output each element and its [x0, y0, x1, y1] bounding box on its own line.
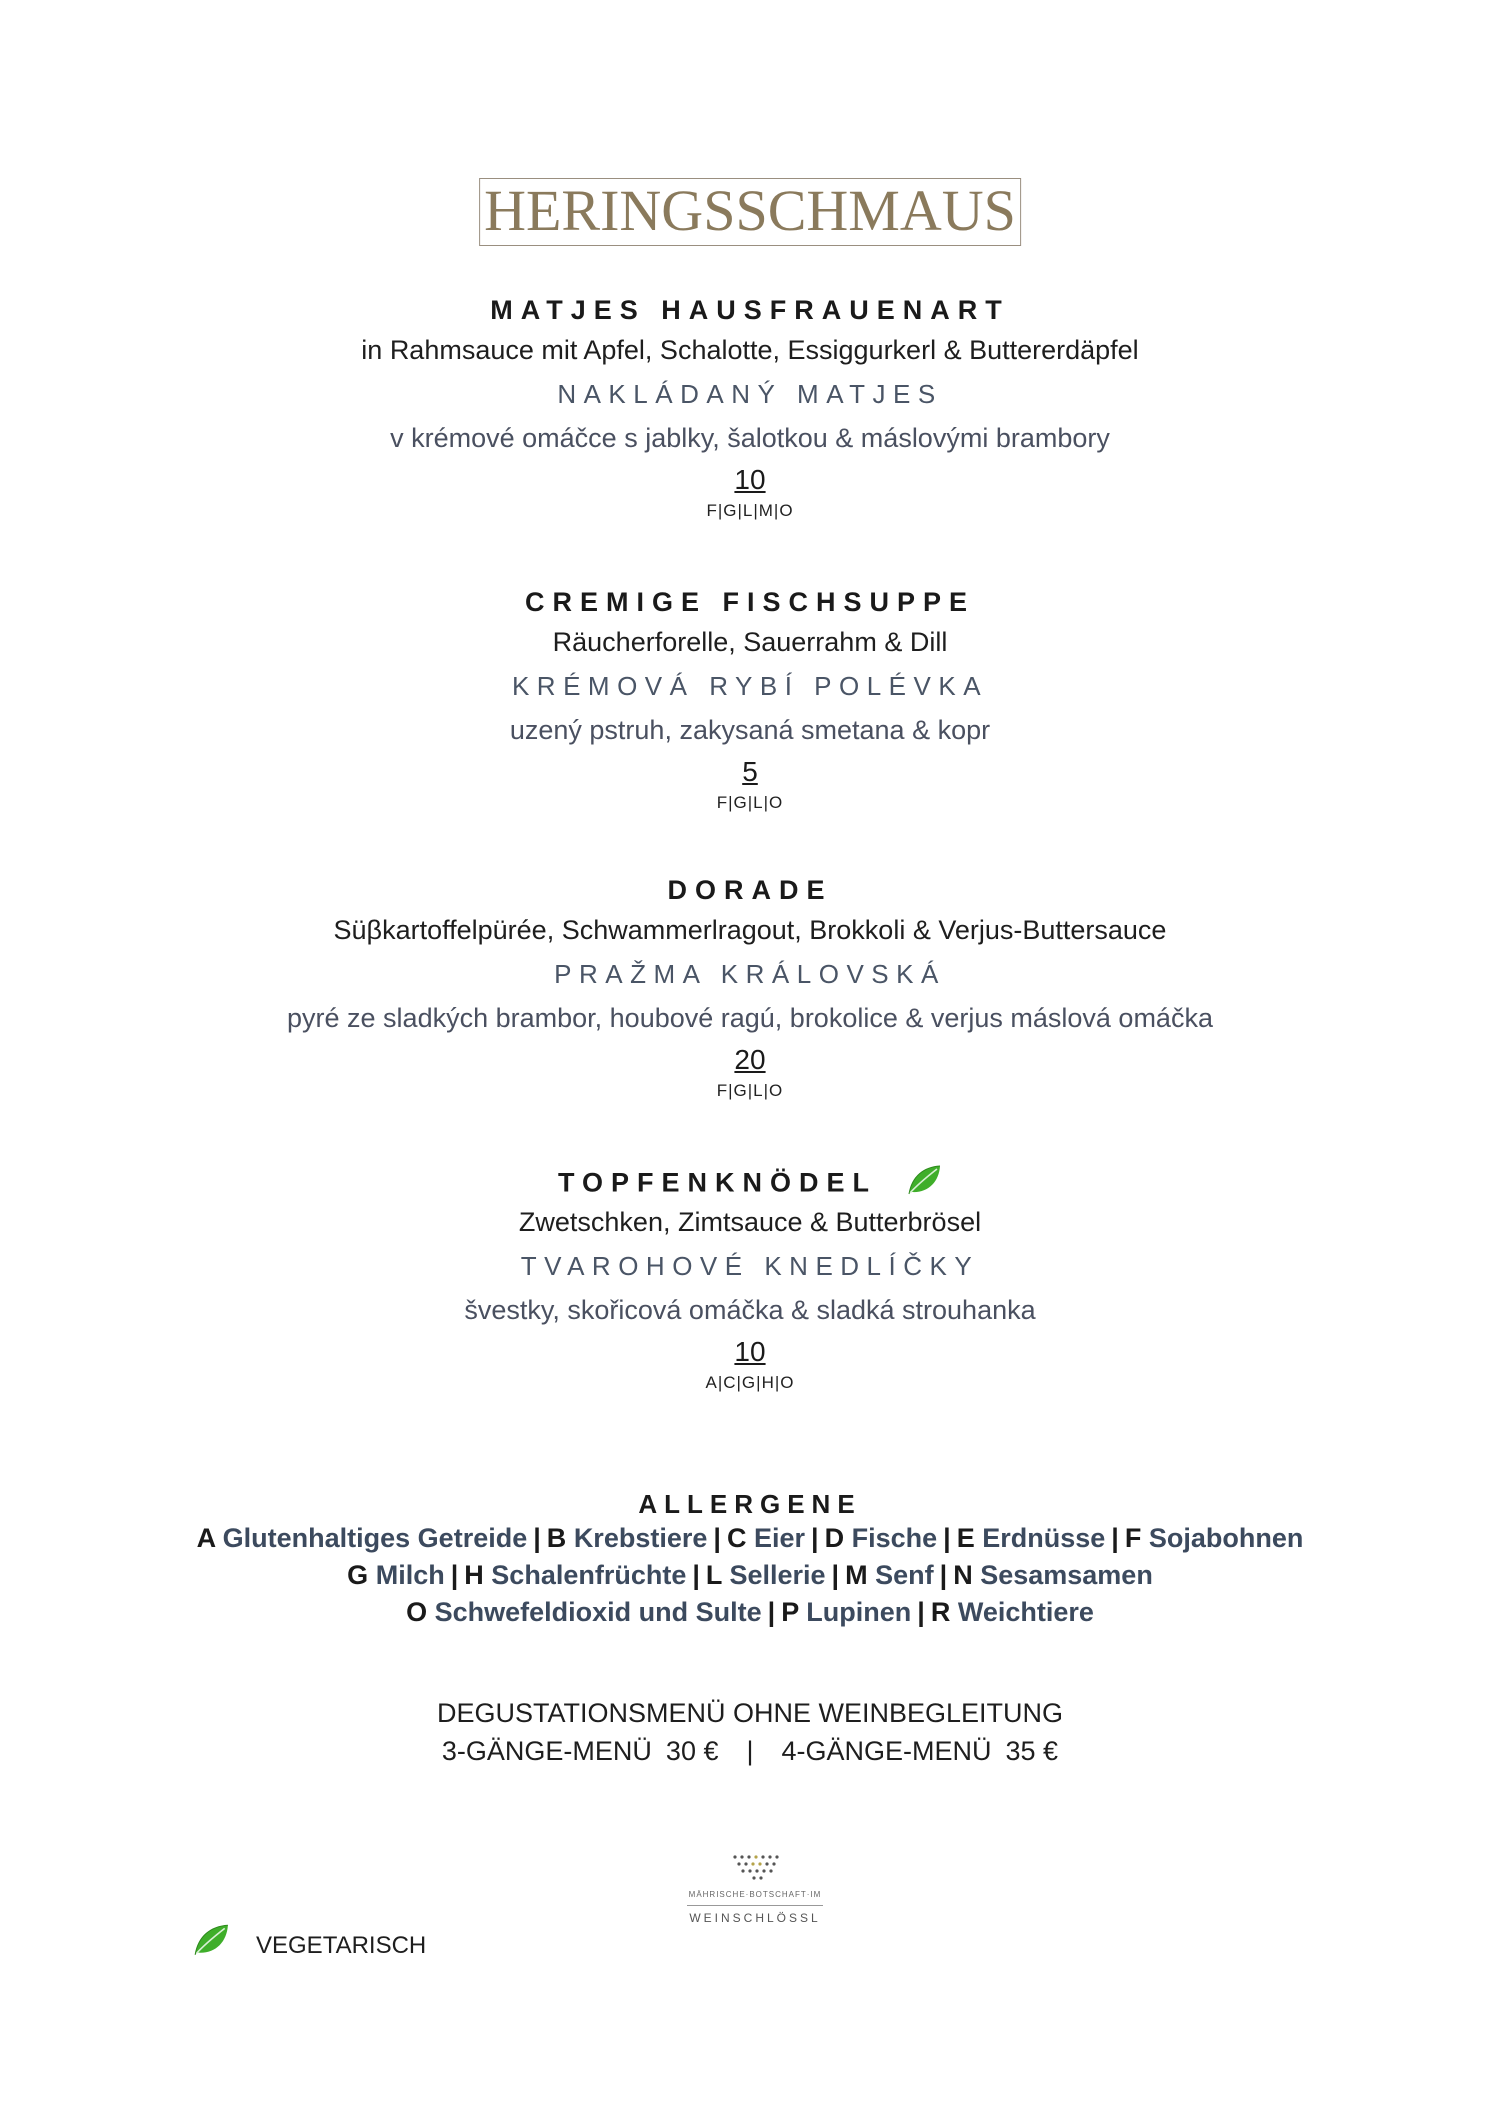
price-divider: |	[746, 1736, 754, 1766]
dish-name-de: TOPFENKNÖDEL	[557, 1167, 877, 1198]
allergen-code: C	[726, 1523, 747, 1553]
dish-name-cz: PRAŽMA KRÁLOVSKÁ	[554, 959, 946, 989]
dish-name-cz: TVAROHOVÉ KNEDLÍČKY	[520, 1251, 980, 1281]
logo-tagline: MÄHRISCHE·BOTSCHAFT·IM	[688, 1890, 822, 1899]
menu4-label: 4-GÄNGE-MENÜ	[781, 1736, 992, 1766]
allergen-code: R	[930, 1597, 951, 1627]
dish-name-row	[0, 1164, 1500, 1200]
allergen-code: M	[845, 1560, 868, 1590]
dish-name-de: MATJES HAUSFRAUENART	[490, 295, 1010, 325]
allergen-code: G	[347, 1560, 369, 1590]
dish-price: 10	[734, 1336, 766, 1367]
logo-divider	[687, 1905, 823, 1906]
dish-name-de: CREMIGE FISCHSUPPE	[524, 587, 976, 617]
dish-allergens: F|G|L|O	[716, 793, 784, 812]
dish-allergens: A|C|G|H|O	[705, 1373, 795, 1392]
allergen-code: O	[406, 1597, 428, 1627]
allergene-row: G Milch | H Schalenfrüchte | L Sellerie | M Senf | N Sesamsamen	[347, 1560, 1153, 1590]
allergene-row: A Glutenhaltiges Getreide | B Krebstiere | C Eier | D Fische | E Erdnüsse | F Sojabohnen	[196, 1523, 1304, 1553]
allergene-row: O Schwefeldioxid und Sulte | P Lupinen | R Weichtiere	[406, 1597, 1094, 1627]
degustation-section	[0, 1694, 1500, 1770]
dish-dorade	[0, 872, 1500, 1102]
allergen-label: Krebstiere	[573, 1523, 708, 1553]
dish-description-cz: v krémové omáčce s jablky, šalotkou & máslovými brambory	[390, 423, 1110, 453]
allergene-title: ALLERGENE	[638, 1489, 862, 1519]
dish-description-de: Süβkartoffelpürée, Schwammerlragout, Brokkoli & Verjus-Buttersauce	[333, 915, 1167, 945]
allergen-label: Sojabohnen	[1148, 1523, 1304, 1553]
dish-price: 5	[742, 756, 758, 787]
dish-name-de: DORADE	[667, 875, 833, 905]
dish-description-de: Räucherforelle, Sauerrahm & Dill	[552, 627, 948, 657]
allergene-section	[0, 1488, 1500, 1631]
dish-topfenknoedel	[0, 1164, 1500, 1394]
vegetarian-legend	[192, 1923, 426, 1963]
dish-description-cz: pyré ze sladkých brambor, houbové ragú, brokolice & verjus máslová omáčka	[287, 1003, 1213, 1033]
dish-price: 20	[734, 1044, 766, 1075]
allergen-label: Weichtiere	[957, 1597, 1094, 1627]
allergen-label: Senf	[875, 1560, 934, 1590]
allergen-code: F	[1124, 1523, 1142, 1553]
allergen-label: Schalenfrüchte	[491, 1560, 687, 1590]
dish-allergens: F|G|L|O	[716, 1081, 784, 1100]
dish-allergens: F|G|L|M|O	[706, 501, 794, 520]
dish-name-cz: KRÉMOVÁ RYBÍ POLÉVKA	[511, 671, 989, 701]
allergen-code: H	[464, 1560, 484, 1590]
dish-description-cz: uzený pstruh, zakysaná smetana & kopr	[509, 715, 991, 745]
allergen-code: B	[546, 1523, 567, 1553]
vegetarian-label: VEGETARISCH	[256, 1931, 427, 1959]
dish-price: 10	[734, 464, 766, 495]
allergen-code: E	[956, 1523, 975, 1553]
allergen-label: Schwefeldioxid und Sulte	[434, 1597, 762, 1627]
allergen-label: Sesamsamen	[980, 1560, 1153, 1590]
dish-fischsuppe	[0, 584, 1500, 814]
allergen-code: N	[953, 1560, 973, 1590]
logo-grapes-icon	[730, 1852, 780, 1884]
leaf-icon	[906, 1164, 942, 1205]
allergen-label: Lupinen	[806, 1597, 912, 1627]
logo-name: WEINSCHLÖSSL	[689, 1911, 821, 1925]
menu-title: HERINGSSCHMAUS	[479, 178, 1021, 246]
allergen-label: Fische	[851, 1523, 938, 1553]
dish-description-de: in Rahmsauce mit Apfel, Schalotte, Essiggurkerl & Buttererdäpfel	[361, 335, 1139, 365]
allergen-label: Erdnüsse	[982, 1523, 1106, 1553]
degustation-heading: DEGUSTATIONSMENÜ OHNE WEINBEGLEITUNG	[436, 1698, 1064, 1728]
allergen-label: Sellerie	[729, 1560, 826, 1590]
menu4-price: 35 €	[1005, 1736, 1059, 1766]
allergen-code: A	[196, 1523, 216, 1553]
allergen-label: Milch	[375, 1560, 445, 1590]
degustation-prices	[0, 1732, 1500, 1770]
allergen-label: Glutenhaltiges Getreide	[222, 1523, 528, 1553]
weinschloessl-logo	[685, 1852, 825, 1926]
allergen-code: P	[781, 1597, 799, 1627]
menu3-price: 30 €	[665, 1736, 719, 1766]
dish-description-de: Zwetschken, Zimtsauce & Butterbrösel	[518, 1207, 982, 1237]
allergen-code: D	[824, 1523, 845, 1553]
allergen-code: L	[705, 1560, 722, 1590]
allergen-label: Eier	[753, 1523, 806, 1553]
dish-matjes	[0, 292, 1500, 522]
dish-name-cz: NAKLÁDANÝ MATJES	[557, 379, 943, 409]
menu3-label: 3-GÄNGE-MENÜ	[441, 1736, 652, 1766]
dish-description-cz: švestky, skořicová omáčka & sladká strouhanka	[464, 1295, 1036, 1325]
leaf-icon	[192, 1923, 230, 1970]
